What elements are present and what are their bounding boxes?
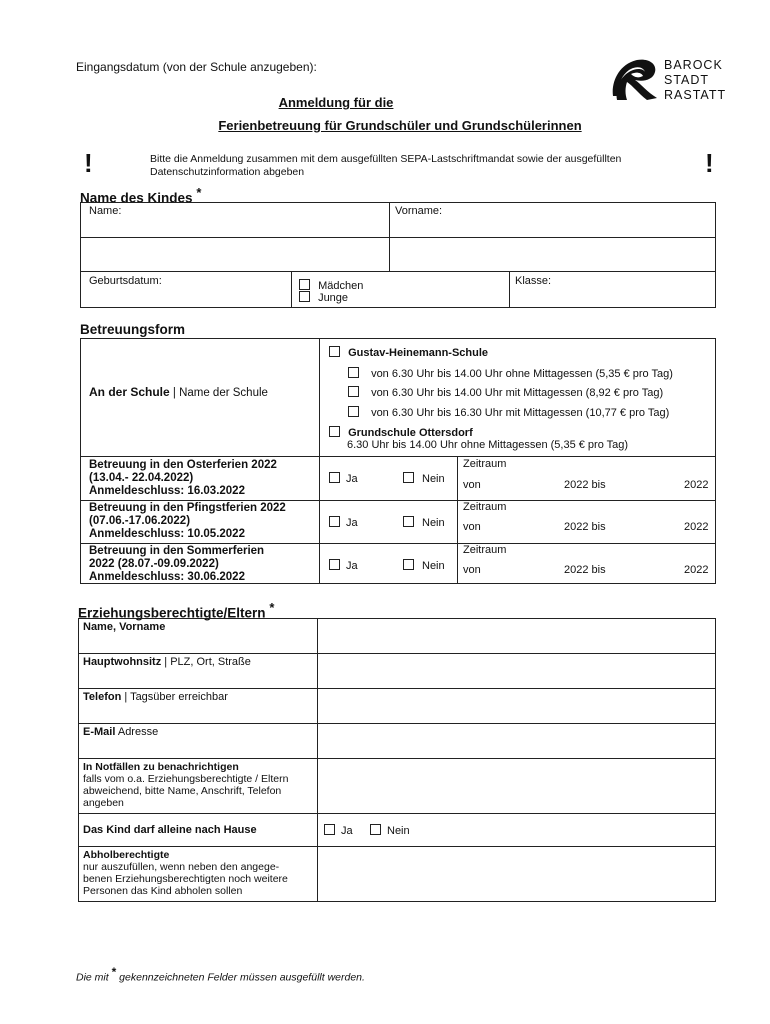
school1-opt2[interactable] bbox=[348, 386, 663, 399]
required-star: * bbox=[269, 600, 275, 615]
residence-field[interactable] bbox=[319, 655, 714, 687]
school1-option[interactable] bbox=[329, 346, 488, 359]
pentecost-yes-label: Ja bbox=[346, 517, 358, 529]
footer-note: Die mit * gekennzeichneten Felder müssen ausgefüllt werden. bbox=[76, 965, 365, 984]
easter-yes-label: Ja bbox=[346, 473, 358, 485]
child-section-title: Name des Kindes * bbox=[80, 185, 202, 206]
easter-holiday: Betreuung in den Osterferien 2022 (13.04.- 22.04.2022) Anmeldeschluss: 16.03.2022 bbox=[89, 459, 277, 497]
parents-table bbox=[78, 618, 716, 902]
logo-text-rastatt: RASTATT bbox=[664, 88, 727, 102]
easter-period-label: Zeitraum bbox=[463, 458, 507, 470]
received-date-label: Eingangsdatum (von der Schule anzugeben): bbox=[76, 60, 317, 74]
pickup-field[interactable] bbox=[319, 848, 714, 900]
residence-label: Hauptwohnsitz | PLZ, Ort, Straße bbox=[83, 656, 251, 668]
emergency-label: In Notfällen zu benachrichtigen falls vom o.a. Erziehungsberechtigte / Eltern abweichend, bitte Name, Anschrift, Telefon angeben bbox=[83, 761, 289, 809]
school1-opt2-checkbox[interactable] bbox=[348, 386, 359, 397]
child-table bbox=[80, 202, 716, 308]
required-star: * bbox=[111, 965, 117, 979]
alone-home-label: Das Kind darf alleine nach Hause bbox=[83, 824, 257, 836]
child-firstname-field[interactable] bbox=[391, 239, 714, 270]
required-star: * bbox=[196, 185, 202, 200]
school1-opt1[interactable] bbox=[348, 367, 673, 380]
phone-label: Telefon | Tagsüber erreichbar bbox=[83, 691, 228, 703]
form-title-line2: Ferienbetreuung für Grundschüler und Grundschülerinnen bbox=[218, 118, 582, 133]
parent-name-field[interactable] bbox=[319, 620, 714, 652]
form-title-line1: Anmeldung für die bbox=[278, 95, 394, 110]
pentecost-period-label: Zeitraum bbox=[463, 501, 507, 513]
care-table bbox=[80, 338, 716, 584]
phone-field[interactable] bbox=[319, 690, 714, 722]
emergency-field[interactable] bbox=[319, 760, 714, 812]
email-field[interactable] bbox=[319, 725, 714, 757]
girl-checkbox[interactable] bbox=[299, 279, 310, 290]
parents-section-title: Erziehungsberechtigte/Eltern * bbox=[78, 600, 275, 621]
school2-checkbox[interactable] bbox=[329, 426, 340, 437]
alone-home-no[interactable] bbox=[370, 824, 410, 837]
school2-opt: 6.30 Uhr bis 14.00 Uhr ohne Mittagessen (5,35 € pro Tag) bbox=[347, 439, 629, 451]
pickup-label: Abholberechtigte nur auszufüllen, wenn neben den angege- benen Erziehungsberechtigten noch weitere Personen das Kind abholen sollen bbox=[83, 849, 288, 897]
school-label: An der Schule | Name der Schule bbox=[89, 385, 268, 399]
notice-mark-right: ! bbox=[705, 148, 714, 178]
summer-from: von bbox=[463, 564, 481, 576]
boy-checkbox[interactable] bbox=[299, 291, 310, 302]
school1-opt2-label: von 6.30 Uhr bis 14.00 Uhr mit Mittagessen (8,92 € pro Tag) bbox=[371, 387, 664, 399]
child-firstname-label: Vorname: bbox=[395, 205, 443, 217]
summer-mid: 2022 bis bbox=[564, 564, 606, 576]
summer-no-checkbox[interactable] bbox=[403, 559, 414, 570]
summer-yes-checkbox[interactable] bbox=[329, 559, 340, 570]
child-name-field[interactable] bbox=[82, 239, 388, 270]
child-name-label: Name: bbox=[89, 205, 122, 217]
easter-from: von bbox=[463, 479, 481, 491]
alone-home-yes[interactable] bbox=[324, 824, 353, 837]
school1-name: Gustav-Heinemann-Schule bbox=[348, 347, 489, 359]
summer-no-label: Nein bbox=[422, 560, 445, 572]
care-section-title: Betreuungsform bbox=[80, 322, 186, 337]
alone-no-checkbox[interactable] bbox=[370, 824, 381, 835]
school1-opt1-checkbox[interactable] bbox=[348, 367, 359, 378]
alone-yes-label: Ja bbox=[341, 825, 353, 837]
gender-boy-option[interactable] bbox=[299, 291, 348, 304]
pentecost-no-checkbox[interactable] bbox=[403, 516, 414, 527]
easter-no[interactable] bbox=[403, 472, 445, 485]
summer-no[interactable] bbox=[403, 559, 445, 572]
easter-no-label: Nein bbox=[422, 473, 445, 485]
easter-mid: 2022 bis bbox=[564, 479, 606, 491]
logo-text-barock: BAROCK bbox=[664, 58, 723, 72]
school2-option[interactable] bbox=[329, 426, 473, 439]
school1-opt3-label: von 6.30 Uhr bis 16.30 Uhr mit Mittagessen (10,77 € pro Tag) bbox=[371, 407, 670, 419]
pentecost-end: 2022 bbox=[684, 521, 709, 533]
notice-mark-left: ! bbox=[84, 148, 93, 178]
notice-line1: Bitte die Anmeldung zusammen mit dem ausgefüllten SEPA-Lastschriftmandat sowie der ausgefüllten bbox=[150, 153, 622, 165]
school2-name: Grundschule Ottersdorf bbox=[348, 427, 473, 439]
logo-text-stadt: STADT bbox=[664, 73, 710, 87]
pentecost-mid: 2022 bis bbox=[564, 521, 606, 533]
alone-yes-checkbox[interactable] bbox=[324, 824, 335, 835]
notice-line2: Datenschutzinformation abgeben bbox=[150, 166, 305, 178]
easter-yes-checkbox[interactable] bbox=[329, 472, 340, 483]
boy-label: Junge bbox=[318, 292, 349, 304]
summer-holiday: Betreuung in den Sommerferien 2022 (28.07.-09.09.2022) Anmeldeschluss: 30.06.2022 bbox=[89, 545, 265, 583]
easter-yes[interactable] bbox=[329, 472, 358, 485]
pentecost-holiday: Betreuung in den Pfingstferien 2022 (07.06.-17.06.2022) Anmeldeschluss: 10.05.2022 bbox=[89, 502, 286, 540]
pentecost-from: von bbox=[463, 521, 481, 533]
school1-opt3[interactable] bbox=[348, 406, 669, 419]
school1-opt1-label: von 6.30 Uhr bis 14.00 Uhr ohne Mittagessen (5,35 € pro Tag) bbox=[371, 368, 673, 380]
school1-opt3-checkbox[interactable] bbox=[348, 406, 359, 417]
pentecost-no-label: Nein bbox=[422, 517, 445, 529]
parent-name-label: Name, Vorname bbox=[83, 621, 166, 633]
summer-yes-label: Ja bbox=[346, 560, 358, 572]
email-label: E-Mail Adresse bbox=[83, 726, 159, 738]
pentecost-no[interactable] bbox=[403, 516, 445, 529]
summer-end: 2022 bbox=[684, 564, 709, 576]
school1-checkbox[interactable] bbox=[329, 346, 340, 357]
class-label: Klasse: bbox=[515, 275, 552, 287]
easter-end: 2022 bbox=[684, 479, 709, 491]
summer-yes[interactable] bbox=[329, 559, 358, 572]
summer-period-label: Zeitraum bbox=[463, 544, 507, 556]
pentecost-yes-checkbox[interactable] bbox=[329, 516, 340, 527]
pentecost-yes[interactable] bbox=[329, 516, 358, 529]
alone-no-label: Nein bbox=[387, 825, 410, 837]
birthdate-label: Geburtsdatum: bbox=[89, 275, 162, 287]
easter-no-checkbox[interactable] bbox=[403, 472, 414, 483]
girl-label: Mädchen bbox=[318, 280, 364, 292]
